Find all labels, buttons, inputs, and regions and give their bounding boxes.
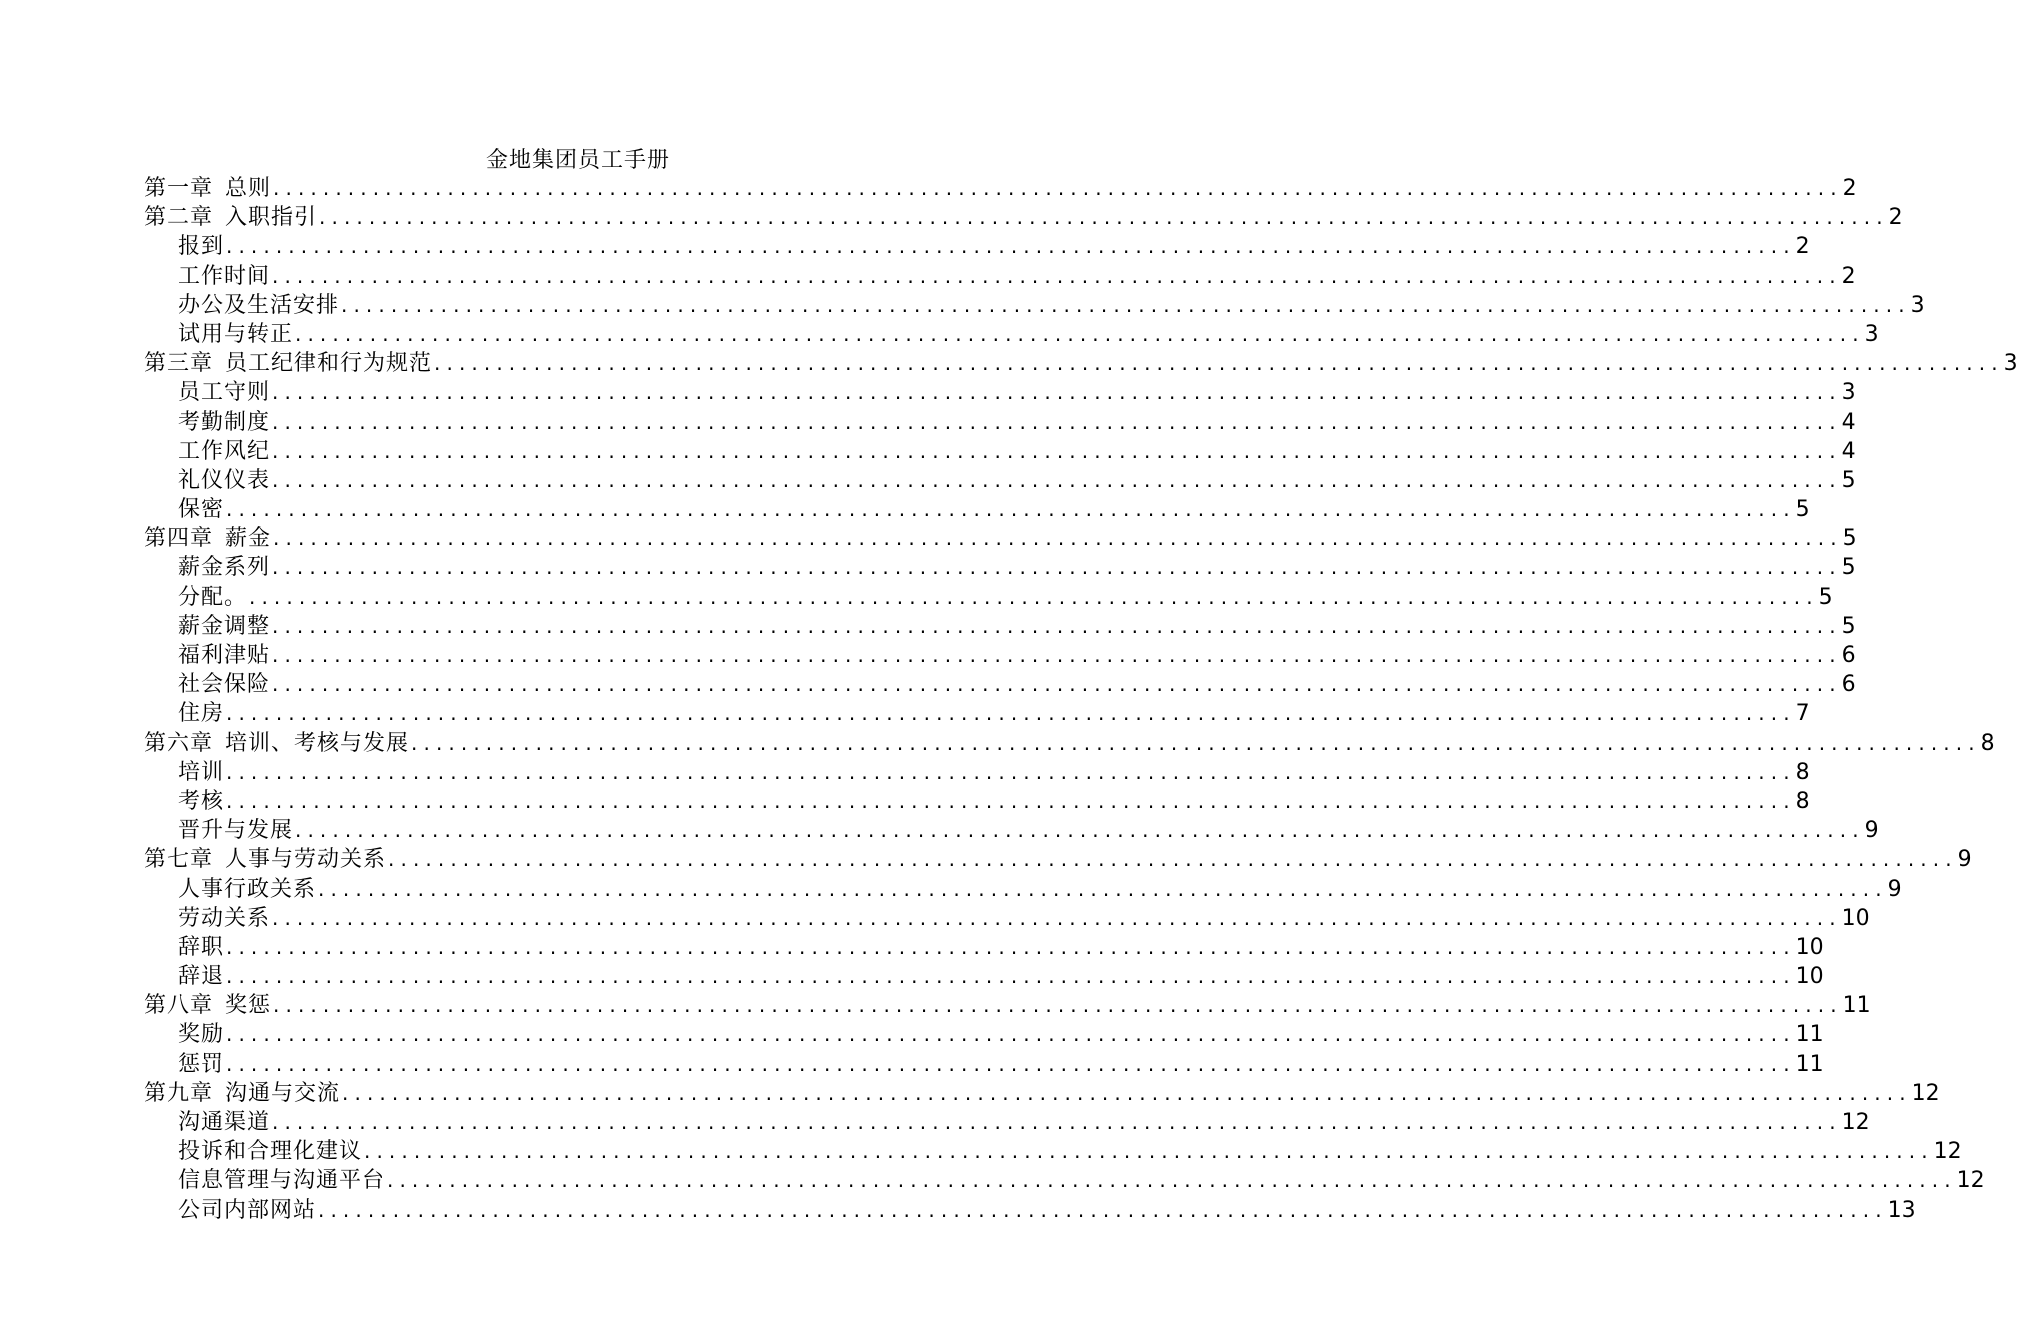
dot-leader: .............................................................................................................................. <box>226 759 1796 784</box>
toc-section-entry[interactable] <box>144 553 1856 582</box>
dot-leader: .............................................................................................................................. <box>226 1022 1796 1047</box>
toc-section-entry[interactable] <box>144 1196 1916 1225</box>
toc-entry-title: 辞职 <box>178 934 225 960</box>
toc-entry-label <box>144 1079 340 1108</box>
toc-page-number: 9 <box>1864 818 1879 844</box>
dot-leader: .............................................................................................................................. <box>249 584 1819 609</box>
dot-leader: .............................................................................................................................. <box>226 701 1796 726</box>
dot-leader: .............................................................................................................................. <box>272 1110 1842 1134</box>
toc-page-number: 12 <box>1933 1139 1962 1165</box>
toc-entry-title: 信息管理与沟通平台 <box>178 1168 386 1194</box>
toc-entry-label <box>178 466 270 495</box>
toc-section-entry[interactable] <box>144 291 1925 320</box>
toc-entry-title: 薪金系列 <box>178 555 271 581</box>
toc-page-number: 13 <box>1887 1197 1916 1223</box>
toc-page-number: 2 <box>1888 205 1903 231</box>
dot-leader: .............................................................................................................................. <box>272 438 1842 463</box>
dot-leader: .............................................................................................................................. <box>434 351 2004 376</box>
dot-leader: .............................................................................................................................. <box>342 1080 1912 1105</box>
toc-entry-label <box>144 845 386 874</box>
toc-section-entry[interactable] <box>144 641 1856 670</box>
toc-page-number: 4 <box>1841 438 1856 464</box>
toc-entry-label <box>178 641 270 670</box>
toc-entry-title: 人事行政关系 <box>178 876 317 902</box>
dot-leader: .............................................................................................................................. <box>273 526 1843 551</box>
toc-page-number: 12 <box>1956 1168 1985 1194</box>
toc-page-number: 9 <box>1887 876 1902 902</box>
toc-page-number: 5 <box>1841 467 1856 493</box>
toc-section-entry[interactable] <box>144 1137 1962 1166</box>
toc-entry-label <box>178 1166 385 1195</box>
dot-leader: .............................................................................................................................. <box>273 176 1843 200</box>
toc-entry-title: 沟通与交流 <box>225 1080 341 1106</box>
dot-leader: .............................................................................................................................. <box>226 234 1796 259</box>
toc-entry-title: 培训、考核与发展 <box>225 730 410 756</box>
toc-page-number: 12 <box>1911 1080 1940 1106</box>
toc-section-entry[interactable] <box>144 437 1856 466</box>
toc-section-entry[interactable] <box>144 816 1879 845</box>
chapter-number: 第八章 <box>144 993 214 1019</box>
toc-entry-label <box>178 904 270 933</box>
toc-entry-title: 办公及生活安排 <box>178 292 340 318</box>
toc-section-entry[interactable] <box>144 1108 1870 1137</box>
toc-chapter-entry[interactable] <box>144 845 1972 874</box>
dot-leader: .............................................................................................................................. <box>226 1051 1796 1076</box>
toc-entry-label <box>178 1050 224 1079</box>
dot-leader: .............................................................................................................................. <box>411 730 1981 755</box>
dot-leader: .............................................................................................................................. <box>273 993 1843 1018</box>
chapter-number: 第六章 <box>144 730 214 756</box>
toc-entry-title: 奖励 <box>178 1022 225 1048</box>
toc-entry-title: 薪金调整 <box>178 613 271 639</box>
toc-section-entry[interactable] <box>144 875 1902 904</box>
toc-entry-label <box>178 670 270 699</box>
toc-page-number: 3 <box>1864 321 1879 347</box>
toc-entry-label <box>178 495 224 524</box>
toc-entry-title: 公司内部网站 <box>178 1197 317 1223</box>
toc-entry-title: 薪金 <box>225 526 272 552</box>
toc-section-entry[interactable] <box>144 232 1810 261</box>
toc-page-number: 5 <box>1795 497 1810 523</box>
toc-section-entry[interactable] <box>144 466 1856 495</box>
toc-chapter-entry[interactable] <box>144 1079 1940 1108</box>
dot-leader: .............................................................................................................................. <box>388 847 1958 872</box>
toc-section-entry[interactable] <box>144 1166 1985 1195</box>
toc-section-entry[interactable] <box>144 699 1810 728</box>
toc-page-number: 5 <box>1818 584 1833 610</box>
toc-section-entry[interactable] <box>144 320 1879 349</box>
toc-entry-title: 考核 <box>178 788 225 814</box>
chapter-number: 第一章 <box>144 176 214 201</box>
toc-section-entry[interactable] <box>144 378 1856 407</box>
toc-page-number: 11 <box>1795 1051 1824 1077</box>
toc-entry-title: 沟通渠道 <box>178 1110 271 1135</box>
toc-page-number: 2 <box>1795 234 1810 260</box>
toc-section-entry[interactable] <box>144 495 1810 524</box>
toc-entry-label <box>178 378 270 407</box>
dot-leader: .............................................................................................................................. <box>226 934 1796 959</box>
toc-entry-label <box>178 612 270 641</box>
toc-entry-title: 工作风纪 <box>178 438 271 464</box>
toc-entry-title: 礼仪仪表 <box>178 467 271 493</box>
toc-entry-title: 奖惩 <box>225 993 272 1019</box>
toc-entry-label <box>178 933 224 962</box>
dot-leader: .............................................................................................................................. <box>226 497 1796 522</box>
dot-leader: .............................................................................................................................. <box>226 788 1796 813</box>
toc-page-number: 12 <box>1841 1110 1870 1135</box>
toc-entry-label <box>144 524 271 553</box>
toc-page-number: 11 <box>1795 1022 1824 1048</box>
toc-section-entry[interactable] <box>144 612 1856 641</box>
toc-entry-title: 培训 <box>178 759 225 785</box>
dot-leader: .............................................................................................................................. <box>272 672 1842 697</box>
toc-entry-label <box>178 437 270 466</box>
toc-entry-title: 晋升与发展 <box>178 818 294 844</box>
toc-entry-label <box>178 232 224 261</box>
toc-entry-label <box>178 816 293 845</box>
toc-page-number: 8 <box>1980 730 1995 756</box>
toc-page-number: 2 <box>1841 263 1856 289</box>
toc-page-number: 6 <box>1841 643 1856 668</box>
toc-chapter-entry[interactable] <box>144 729 1995 758</box>
toc-section-entry[interactable] <box>144 962 1824 991</box>
dot-leader: .............................................................................................................................. <box>272 555 1842 580</box>
dot-leader: .............................................................................................................................. <box>387 1168 1957 1193</box>
toc-entry-label <box>178 583 247 612</box>
toc-page-number: 9 <box>1957 847 1972 873</box>
toc-page-number: 10 <box>1841 905 1870 931</box>
toc-entry-label <box>178 262 270 291</box>
dot-leader: .............................................................................................................................. <box>272 409 1842 434</box>
toc-entry-title: 投诉和合理化建议 <box>178 1139 363 1165</box>
chapter-number: 第三章 <box>144 351 214 377</box>
dot-leader: .............................................................................................................................. <box>295 321 1865 346</box>
toc-entry-label <box>178 758 224 787</box>
toc-entry-label <box>144 174 271 203</box>
toc-page-number: 4 <box>1841 409 1856 435</box>
toc-entry-title: 住房 <box>178 701 225 727</box>
toc-entry-label <box>144 203 317 232</box>
toc-entry-title: 报到 <box>178 234 225 260</box>
toc-entry-label <box>144 349 432 378</box>
toc-entry-title: 辞退 <box>178 964 225 990</box>
toc-entry-title: 分配。 <box>178 584 248 610</box>
toc-entry-label <box>178 1020 224 1049</box>
toc-entry-label <box>178 875 316 904</box>
chapter-number: 第九章 <box>144 1080 214 1106</box>
toc-chapter-entry[interactable] <box>144 524 1857 553</box>
toc-page-number: 10 <box>1795 964 1824 990</box>
toc-section-entry[interactable] <box>144 583 1833 612</box>
toc-section-entry[interactable] <box>144 758 1810 787</box>
toc-entry-label <box>178 1196 316 1225</box>
toc-entry-title: 工作时间 <box>178 263 271 289</box>
toc-entry-title: 员工守则 <box>178 380 271 406</box>
toc-entry-label <box>178 962 224 991</box>
toc-entry-label <box>178 1108 270 1137</box>
toc-entry-title: 人事与劳动关系 <box>225 847 387 873</box>
toc-page-number: 7 <box>1795 701 1810 727</box>
dot-leader: .............................................................................................................................. <box>295 818 1865 843</box>
toc-section-entry[interactable] <box>144 262 1856 291</box>
toc-entry-title: 福利津贴 <box>178 643 271 668</box>
dot-leader: .............................................................................................................................. <box>341 292 1911 317</box>
toc-entry-label <box>178 1137 362 1166</box>
dot-leader: .............................................................................................................................. <box>272 643 1842 667</box>
toc-page-number: 8 <box>1795 788 1810 814</box>
toc-entry-title: 惩罚 <box>178 1051 225 1077</box>
toc-section-entry[interactable] <box>144 787 1810 816</box>
toc-section-entry[interactable] <box>144 933 1824 962</box>
dot-leader: .............................................................................................................................. <box>272 467 1842 492</box>
dot-leader: .............................................................................................................................. <box>318 876 1888 901</box>
toc-entry-label <box>144 991 271 1020</box>
chapter-number: 第二章 <box>144 205 214 231</box>
document-title: 金地集团员工手册 <box>485 148 670 173</box>
toc-page-number: 10 <box>1795 934 1824 960</box>
toc-entry-title: 保密 <box>178 497 225 523</box>
dot-leader: .............................................................................................................................. <box>364 1139 1934 1164</box>
dot-leader: .............................................................................................................................. <box>226 964 1796 989</box>
chapter-number: 第四章 <box>144 526 214 552</box>
toc-entry-title: 社会保险 <box>178 672 271 698</box>
toc-entry-label <box>178 553 270 582</box>
toc-section-entry[interactable] <box>144 1050 1824 1079</box>
toc-page-number: 5 <box>1841 613 1856 639</box>
toc-section-entry[interactable] <box>144 904 1870 933</box>
toc-chapter-entry[interactable] <box>144 203 1903 232</box>
toc-section-entry[interactable] <box>144 1020 1824 1049</box>
dot-leader: .............................................................................................................................. <box>272 263 1842 288</box>
toc-entry-title: 总则 <box>225 176 272 201</box>
dot-leader: .............................................................................................................................. <box>272 613 1842 638</box>
toc-page-number: 8 <box>1795 759 1810 785</box>
toc-page-number: 5 <box>1842 526 1857 552</box>
toc-chapter-entry[interactable] <box>144 991 1871 1020</box>
toc-page-number: 3 <box>1841 380 1856 406</box>
toc-chapter-entry[interactable] <box>144 174 1857 203</box>
toc-entry-label <box>178 787 224 816</box>
chapter-number: 第七章 <box>144 847 214 873</box>
toc-entry-label <box>178 408 270 437</box>
toc-page-number: 3 <box>1910 292 1925 318</box>
toc-entry-title: 试用与转正 <box>178 321 294 347</box>
toc-page-number: 11 <box>1842 993 1871 1019</box>
dot-leader: .............................................................................................................................. <box>272 380 1842 405</box>
dot-leader: .............................................................................................................................. <box>272 905 1842 930</box>
toc-entry-label <box>178 320 293 349</box>
toc-page-number: 2 <box>1842 176 1857 201</box>
table-of-contents <box>144 174 2018 1225</box>
toc-page-number: 3 <box>2003 351 2018 377</box>
dot-leader: .............................................................................................................................. <box>319 205 1889 230</box>
toc-chapter-entry[interactable] <box>144 349 2018 378</box>
toc-entry-label <box>178 699 224 728</box>
toc-entry-title: 考勤制度 <box>178 409 271 435</box>
toc-entry-label <box>144 729 409 758</box>
toc-section-entry[interactable] <box>144 670 1856 699</box>
toc-entry-title: 员工纪律和行为规范 <box>225 351 433 377</box>
toc-page-number: 5 <box>1841 555 1856 581</box>
toc-page-number: 6 <box>1841 672 1856 698</box>
toc-entry-title: 入职指引 <box>225 205 318 231</box>
toc-entry-label <box>178 291 339 320</box>
toc-entry-title: 劳动关系 <box>178 905 271 931</box>
toc-section-entry[interactable] <box>144 408 1856 437</box>
dot-leader: .............................................................................................................................. <box>318 1197 1888 1222</box>
